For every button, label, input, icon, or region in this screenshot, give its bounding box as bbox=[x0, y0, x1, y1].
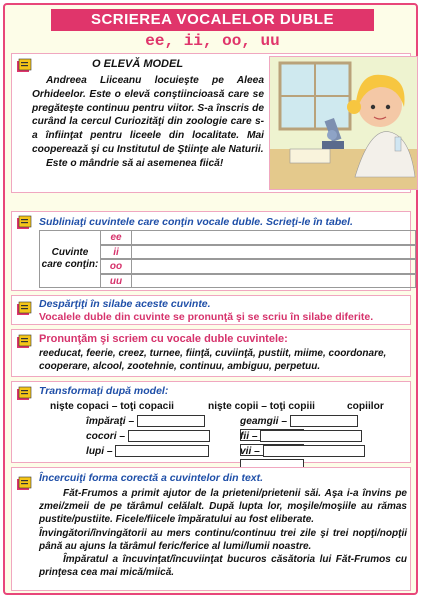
answer-field[interactable] bbox=[137, 415, 205, 427]
task3-instruction: Pronunţăm şi scriem cu vocale duble cuvintele: bbox=[39, 333, 288, 345]
task2-rule: Vocalele duble din cuvinte se pronunţă şi se scriu în silabe diferite. bbox=[39, 311, 374, 323]
story-paragraph: Andreea Liiceanu locuieşte pe Aleea Orhideelor. Este o elevă conştiincioasă care se pregăteşte continuu pentru viitor. S-a înscris de curând la cercul Curiozităţi din zoologie care s-a înfiinţat pentru liceele din localitate. Mai cooperează şi cu Institutul de Ştiinţe ale Naturii. bbox=[32, 75, 264, 155]
model-right-2: copiilor bbox=[347, 401, 384, 412]
left-item: lupi – bbox=[86, 445, 209, 459]
task5-paragraph: Învingători/învingătorii au mers continu/continuu trei zile şi trei nopţi/nopţii până au ajuns la tărâmul feric/ferice al lumi/lumii noastre. bbox=[39, 527, 407, 552]
row-key: uu bbox=[101, 275, 132, 288]
task-pronounce-section bbox=[11, 329, 411, 377]
task2-instruction: Despărţiţi în silabe aceste cuvinte. bbox=[39, 298, 211, 310]
pencil-books-icon bbox=[16, 334, 34, 350]
task-transform-section bbox=[11, 381, 411, 463]
answer-field[interactable] bbox=[131, 231, 415, 244]
task3-words: reeducat, feerie, creez, turnee, fiinţă, cuviinţă, pustiit, miime, coordonare, cooperare, alcool, zootehnie, continuu, ambiguu, perpetuu. bbox=[39, 348, 387, 372]
pencil-books-icon bbox=[16, 301, 34, 317]
pencil-books-icon bbox=[16, 476, 34, 492]
model-right: nişte copii – toţi copiii bbox=[208, 401, 315, 412]
task5-paragraph: Făt-Frumos a primit ajutor de la prieteni/prietenii săi. Aşa i-a învins pe zmei/zmeii de pe tărâmul celălalt. După lupta lor, moşile/moşiile au rămas pustite/pustiite. Ficele/fiicele împăratului au fost eliberate. bbox=[39, 488, 407, 526]
left-item: cocori – bbox=[86, 430, 210, 444]
girl-microscope-illustration bbox=[269, 56, 418, 190]
table-row bbox=[101, 259, 416, 274]
task-syllables-section bbox=[11, 295, 411, 325]
task4-instruction: Transformaţi după model: bbox=[39, 385, 169, 397]
right-item: fii – bbox=[240, 430, 410, 458]
page-title: SCRIEREA VOCALELOR DUBLE bbox=[51, 9, 374, 31]
task1-instruction: Subliniaţi cuvintele care conţin vocale duble. Scrieţi-le în tabel. bbox=[39, 216, 353, 228]
vowels-table bbox=[39, 230, 416, 288]
table-row bbox=[101, 245, 416, 260]
story-section bbox=[11, 53, 411, 193]
row-key: oo bbox=[101, 260, 132, 273]
story-title: O ELEVĂ MODEL bbox=[92, 58, 184, 70]
page-subtitle: ee, ii, oo, uu bbox=[145, 32, 280, 50]
worksheet-page bbox=[3, 3, 418, 595]
pencil-books-icon bbox=[16, 58, 34, 74]
pencil-books-icon bbox=[16, 386, 34, 402]
left-item: împăraţi – bbox=[86, 415, 205, 429]
right-item: geamgii – bbox=[240, 415, 410, 443]
task5-paragraph: Împăratul a încuvinţat/încuviinţat bucuros căsătoria lui Făt-Frumos cu prinţesa cea mai mică/miică. bbox=[39, 554, 407, 579]
task-underline-section bbox=[11, 211, 411, 291]
table-label: Cuvinte care conţin: bbox=[39, 230, 101, 288]
answer-field[interactable] bbox=[290, 415, 358, 427]
answer-field[interactable] bbox=[115, 445, 209, 457]
task5-instruction: Încercuiţi forma corectă a cuvintelor din text. bbox=[39, 472, 264, 484]
story-text bbox=[32, 74, 264, 171]
story-paragraph: Este o mândrie să ai asemenea fiică! bbox=[46, 157, 224, 169]
answer-field[interactable] bbox=[128, 430, 210, 442]
pencil-books-icon bbox=[16, 215, 34, 231]
answer-field[interactable] bbox=[131, 246, 415, 259]
row-key: ee bbox=[101, 231, 132, 244]
answer-field[interactable] bbox=[263, 445, 365, 457]
right-item: vii – bbox=[240, 445, 410, 473]
task-circle-section bbox=[11, 467, 411, 591]
answer-field[interactable] bbox=[131, 275, 415, 288]
answer-field[interactable] bbox=[131, 260, 415, 273]
answer-field[interactable] bbox=[260, 430, 362, 442]
task5-text bbox=[39, 487, 407, 579]
model-left: nişte copaci – toţi copacii bbox=[50, 401, 174, 412]
table-row bbox=[101, 274, 416, 289]
row-key: ii bbox=[101, 246, 132, 259]
table-row bbox=[101, 230, 416, 245]
